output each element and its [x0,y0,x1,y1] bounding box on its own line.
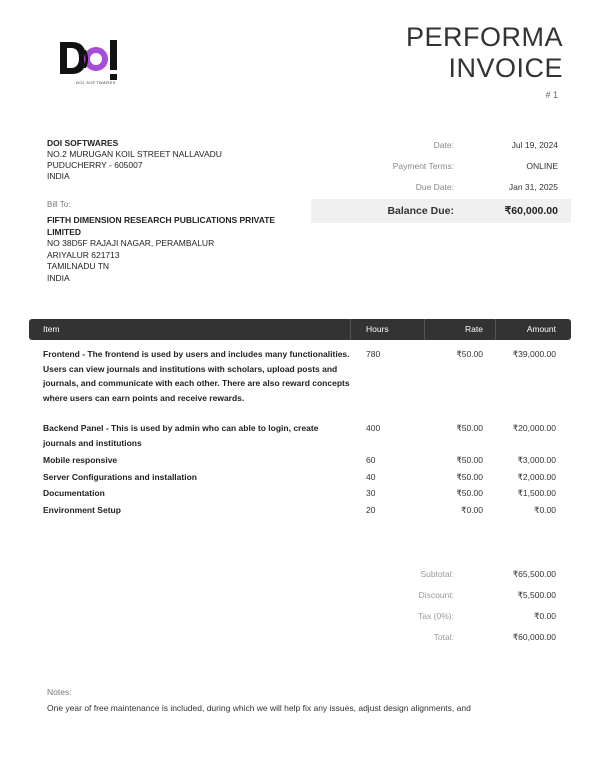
bill-to-block [47,215,287,284]
item-hours: 780 [366,349,381,359]
seller-address-line: NO.2 MURUGAN KOIL STREET NALLAVADU [47,149,222,159]
tax-label: Tax (0%): [418,611,454,621]
balance-due-label: Balance Due: [387,205,454,217]
item-description: Frontend - The frontend is used by users and includes many functionalities. Users can view journals and institutions with scholars, upload posts and journals, and communicate with each other. There are also reward concepts where users can earn points and receive rewards. [43,349,350,403]
item-hours: 60 [366,455,376,465]
item-rate: ₹50.00 [456,423,483,433]
header-divider [350,319,351,340]
payment-terms-label: Payment Terms: [392,161,454,171]
total-label: Total: [433,632,454,642]
item-hours: 400 [366,423,381,433]
item-rate: ₹50.00 [456,472,483,482]
item-rate: ₹50.00 [456,488,483,498]
payment-terms-value: ONLINE [526,161,558,171]
bill-to-name: FIFTH DIMENSION RESEARCH PUBLICATIONS PRIVATE LIMITED [47,215,276,237]
logo-caption: DOI SOFTWARES [76,80,116,85]
balance-due-value: ₹60,000.00 [504,205,558,217]
due-date-label: Due Date: [415,182,454,192]
title-line-1: PERFORMA [405,22,563,52]
subtotal-value: ₹65,500.00 [512,569,556,579]
date-value: Jul 19, 2024 [511,140,558,150]
item-rate: ₹0.00 [461,505,483,515]
total-value: ₹60,000.00 [512,632,556,642]
item-description: Mobile responsive [43,455,118,465]
item-description: Backend Panel - This is used by admin who can able to login, create journals and institutions [43,423,319,448]
discount-label: Discount: [418,590,454,600]
item-amount: ₹39,000.00 [512,349,556,359]
seller-block [47,138,222,182]
seller-name: DOI SOFTWARES [47,138,119,148]
item-hours: 20 [366,505,376,515]
item-amount: ₹0.00 [534,505,556,515]
column-header-amount: Amount [526,324,556,334]
tax-value: ₹0.00 [534,611,556,621]
seller-address-line: PUDUCHERRY - 605007 [47,160,143,170]
bill-to-address-line: TAMILNADU TN [47,261,110,271]
due-date-value: Jan 31, 2025 [508,182,558,192]
notes-text: One year of free maintenance is included, during which we will help fix any issues, adjust design alignments, and [47,703,471,713]
column-header-hours: Hours [366,324,389,334]
item-hours: 40 [366,472,376,482]
item-amount: ₹20,000.00 [512,423,556,433]
item-description: Documentation [43,488,105,498]
bill-to-address-line: INDIA [47,272,70,283]
item-hours: 30 [366,488,376,498]
item-amount: ₹3,000.00 [517,455,556,465]
item-rate: ₹50.00 [456,455,483,465]
title-line-2: INVOICE [448,53,563,83]
date-label: Date: [433,140,454,150]
column-header-rate: Rate [465,324,483,334]
item-description: Environment Setup [43,505,121,515]
subtotal-label: Subtotal: [420,569,454,579]
column-header-item: Item [43,324,60,334]
item-amount: ₹1,500.00 [517,488,556,498]
item-rate: ₹50.00 [456,349,483,359]
seller-address-line: INDIA [47,171,70,181]
bill-to-address-line: NO 38D5F RAJAJI NAGAR, PERAMBALUR [47,238,215,248]
item-amount: ₹2,000.00 [517,472,556,482]
notes-label: Notes: [47,687,72,697]
bill-to-label: Bill To: [47,200,71,209]
document-title [406,22,563,84]
bill-to-address-line: ARIYALUR 621713 [47,249,120,260]
discount-value: ₹5,500.00 [517,590,556,600]
invoice-number: # 1 [545,90,558,100]
item-description: Server Configurations and installation [43,472,197,482]
